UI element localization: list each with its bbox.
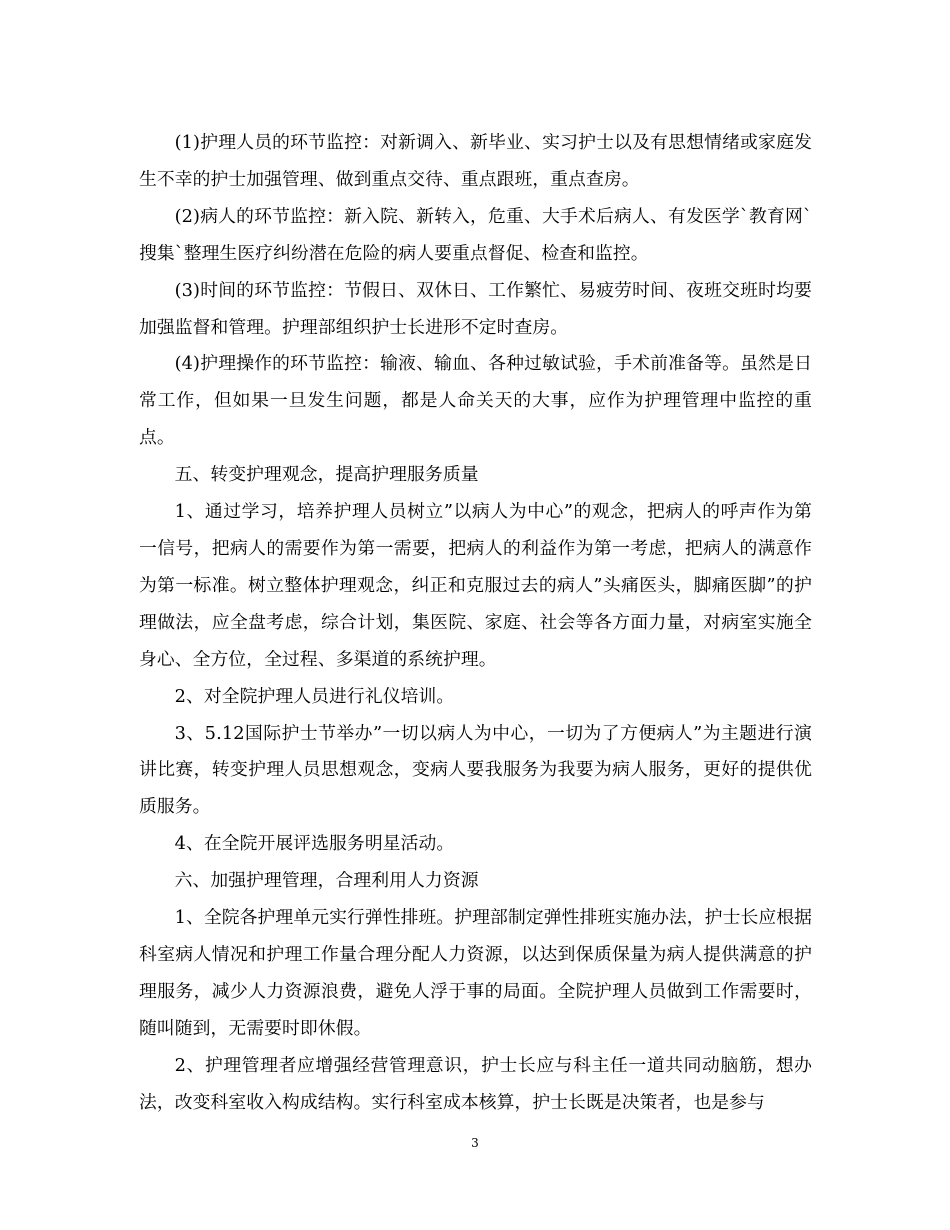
page-number: 3 bbox=[471, 1136, 479, 1150]
paragraph-monitor-staff: (1)护理人员的环节监控：对新调入、新毕业、实习护士以及有思想情绪或家庭发生不幸的护士加强管理、做到重点交待、重点跟班，重点查房。 bbox=[139, 132, 812, 190]
section-heading-5: 五、转变护理观念，提高护理服务质量 bbox=[174, 464, 479, 486]
paragraph-monitor-time: (3)时间的环节监控：节假日、双休日、工作繁忙、易疲劳时间、夜班交班时均要加强监督和管理。护理部组织护士长进形不定时查房。 bbox=[139, 279, 812, 338]
paragraph-6-2: 2、护理管理者应增强经营管理意识，护士长应与科主任一道共同动脑筋，想办法，改变科室收入构成结构。实行科室成本核算，护士长既是决策者，也是参与 bbox=[139, 1054, 812, 1113]
document-body bbox=[139, 125, 812, 1121]
paragraph-5-3: 3、5.12国际护士节举办”一切以病人为中心，一切为了方便病人”为主题进行演讲比赛，转变护理人员思想观念，变病人要我服务为我要为病人服务，更好的提供优质服务。 bbox=[139, 722, 812, 818]
paragraph-6-1: 1、全院各护理单元实行弹性排班。护理部制定弹性排班实施办法，护士长应根据科室病人情况和护理工作量合理分配人力资源，以达到保质保量为病人提供满意的护理服务，减少人力资源浪费，避免人浮于事的局面。全院护理人员做到工作需要时，随叫随到，无需要时即休假。 bbox=[139, 907, 812, 1039]
paragraph-5-2: 2、对全院护理人员进行礼仪培训。 bbox=[174, 685, 455, 707]
paragraph-monitor-operations: (4)护理操作的环节监控：输液、输血、各种过敏试验，手术前准备等。虽然是日常工作，但如果一旦发生问题，都是人命关天的大事，应作为护理管理中监控的重点。 bbox=[139, 353, 812, 449]
section-heading-6: 六、加强护理管理，合理利用人力资源 bbox=[174, 870, 479, 892]
paragraph-5-1: 1、通过学习，培养护理人员树立”以病人为中心”的观念，把病人的呼声作为第一信号，把病人的需要作为第一需要，把病人的利益作为第一考虑，把病人的满意作为第一标准。树立整体护理观念，纠正和克服过去的病人”头痛医头，脚痛医脚”的护理做法，应全盘考虑，综合计划，集医院、家庭、社会等各方面力量，对病室实施全身心、全方位，全过程、多渠道的系统护理。 bbox=[139, 501, 812, 670]
paragraph-monitor-patients: (2)病人的环节监控：新入院、新转入，危重、大手术后病人、有发医学`教育网`搜集`整理生医疗纠纷潜在危险的病人要重点督促、检查和监控。 bbox=[139, 205, 812, 264]
paragraph-5-4: 4、在全院开展评选服务明星活动。 bbox=[174, 833, 455, 855]
